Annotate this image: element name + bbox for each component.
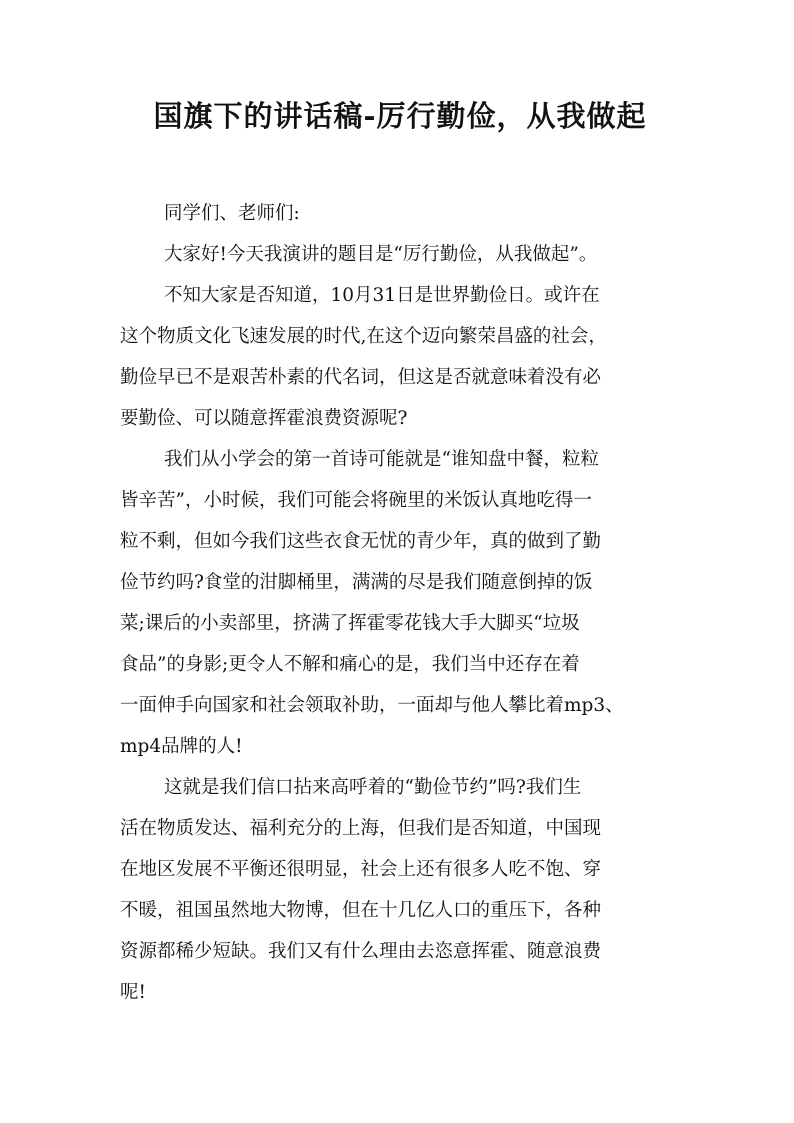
paragraph-line: 勤俭早已不是艰苦朴素的代名词，但这是否就意味着没有必: [120, 367, 602, 388]
paragraph-line: 一面伸手向国家和社会领取补助，一面却与他人攀比着mp3、: [120, 695, 624, 716]
paragraph-line: 呢!: [120, 982, 146, 1003]
paragraph-line: 在地区发展不平衡还很明显，社会上还有很多人吃不饱、穿: [120, 859, 602, 880]
paragraph-line: 不暖，祖国虽然地大物博，但在十几亿人口的重压下，各种: [120, 900, 602, 921]
paragraph-line: 活在物质发达、福利充分的上海，但我们是否知道，中国现: [120, 818, 602, 839]
document-title: 国旗下的讲话稿-厉行勤俭，从我做起: [153, 99, 647, 133]
paragraph-line: 皆辛苦”，小时候，我们可能会将碗里的米饭认真地吃得一: [120, 490, 592, 511]
paragraph-line: 粒不剩，但如今我们这些衣食无忧的青少年，真的做到了勤: [120, 531, 602, 552]
paragraph-line: 菜;课后的小卖部里，挤满了挥霍零花钱大手大脚买“垃圾: [120, 613, 580, 634]
paragraph-line: 要勤俭、可以随意挥霍浪费资源呢?: [120, 408, 408, 429]
paragraph-line: 食品”的身影;更令人不解和痛心的是，我们当中还存在着: [120, 654, 580, 675]
paragraph-line: 不知大家是否知道，10月31日是世界勤俭日。或许在: [164, 285, 600, 306]
paragraph-line: 大家好!今天我演讲的题目是“厉行勤俭，从我做起”。: [164, 244, 598, 265]
paragraph-line: 这个物质文化飞速发展的时代,在这个迈向繁荣昌盛的社会，: [120, 326, 607, 347]
paragraph-line: 资源都稀少短缺。我们又有什么理由去恣意挥霍、随意浪费: [120, 941, 602, 962]
paragraph-line: mp4品牌的人!: [120, 736, 243, 757]
paragraph-line: 我们从小学会的第一首诗可能就是“谁知盘中餐，粒粒: [164, 449, 599, 470]
document-body: [120, 193, 690, 1013]
greeting-line: 同学们、老师们:: [164, 203, 300, 224]
paragraph-line: 俭节约吗?食堂的泔脚桶里，满满的尽是我们随意倒掉的饭: [120, 572, 593, 593]
paragraph-line: 这就是我们信口拈来高呼着的“勤俭节约”吗?我们生: [164, 777, 582, 798]
